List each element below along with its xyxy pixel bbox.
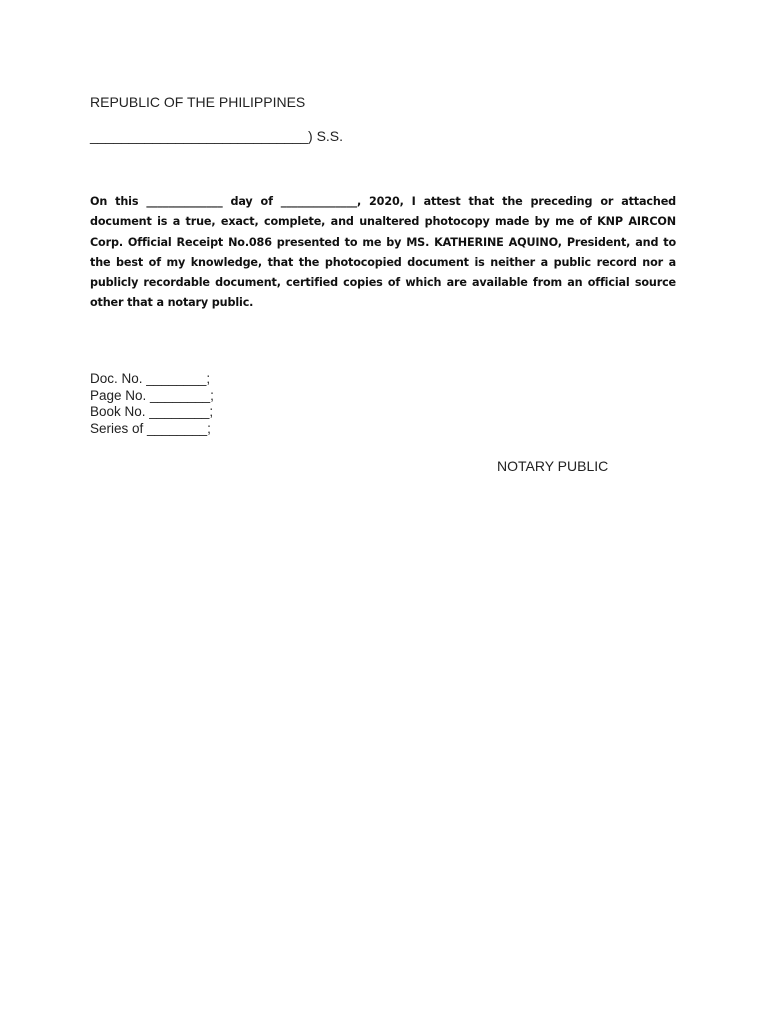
book-no-line: Book No. ________; [90, 404, 214, 420]
document-header-title: REPUBLIC OF THE PHILIPPINES [90, 94, 306, 110]
doc-no-line: Doc. No. ________; [90, 371, 211, 386]
attestation-body [90, 192, 676, 314]
doc-info-block [90, 371, 214, 438]
notary-public-label: NOTARY PUBLIC [497, 458, 609, 474]
attestation-paragraph: On this ______________ day of ______________, 2020, I attest that the preceding or attached document is a true, exact, complete, and unaltered photocopy made by me of KNP AIRCON Corp. Official Receipt No.086 presented to me by MS. KATHERINE AQUINO, President, and to the best of my knowledge, that the photocopied document is neither a public record nor a publicly recordable document, certified copies of which are available from an official source other that a notary public. [90, 195, 676, 310]
venue-line: ____________________________) S.S. [90, 128, 344, 144]
page-no-line: Page No. ________; [90, 387, 214, 403]
series-line: Series of ________; [90, 421, 211, 437]
